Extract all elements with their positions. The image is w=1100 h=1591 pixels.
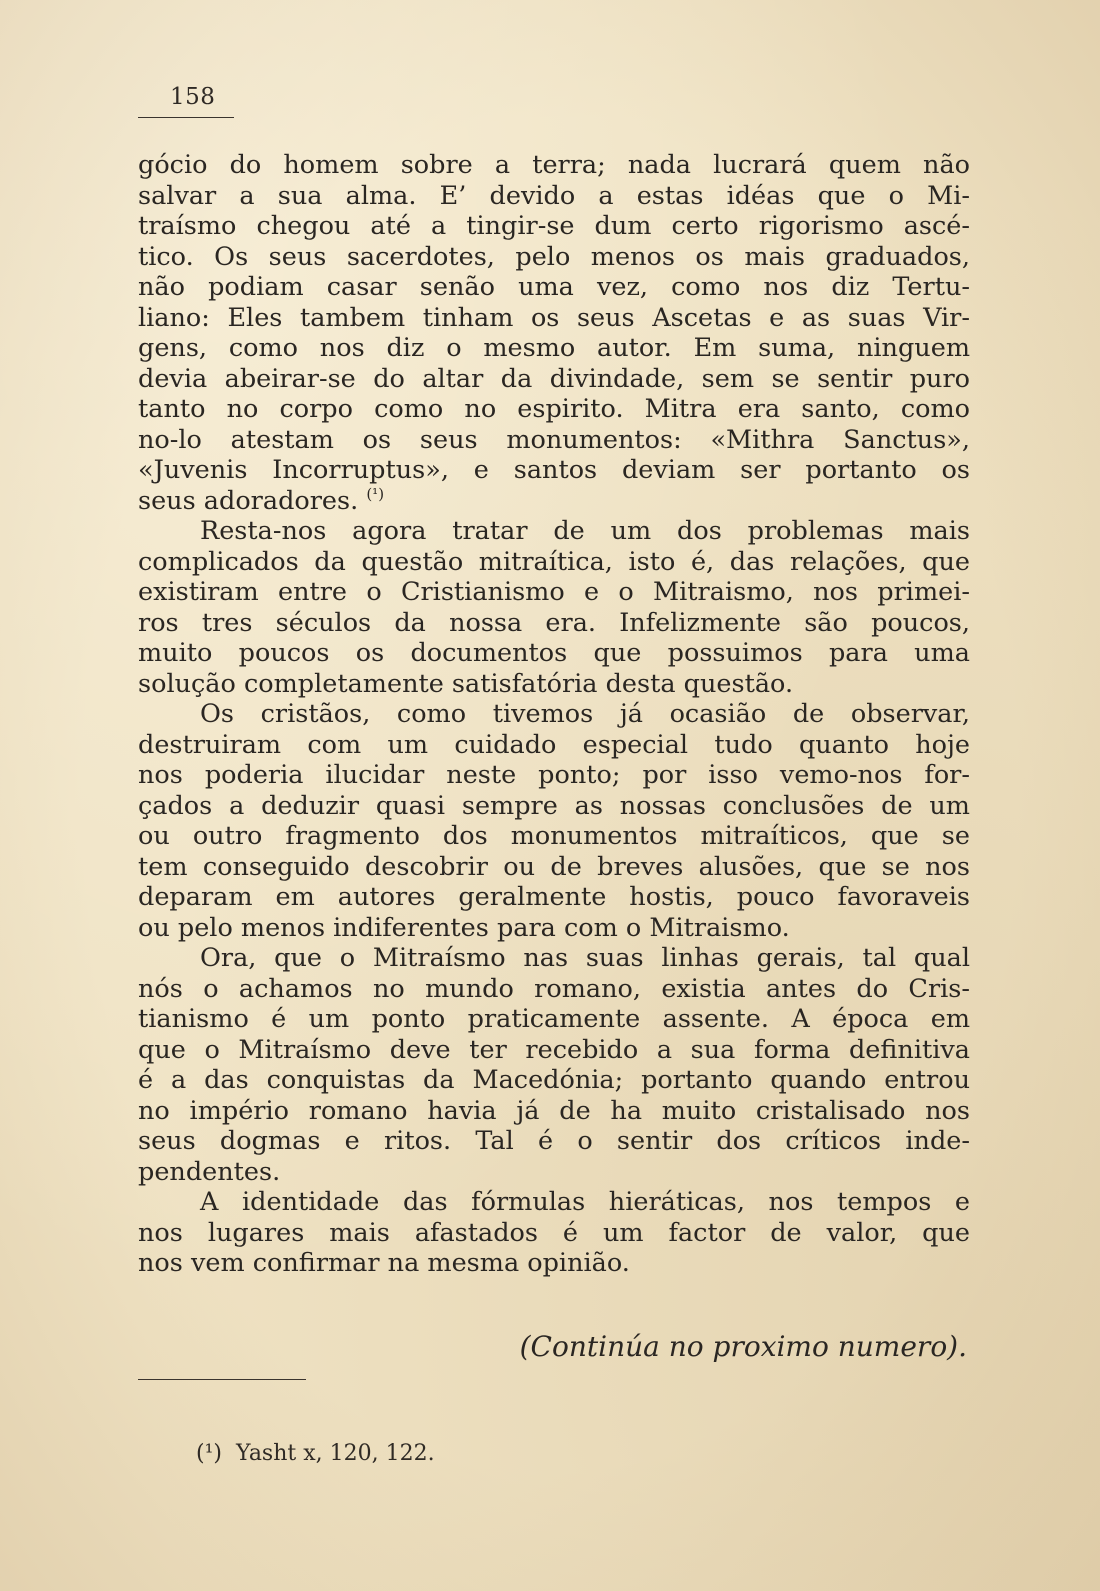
page-number: 158 [170,84,216,110]
text-line: nós o achamos no mundo romano, existia antes do Cris- [138,973,970,1004]
text-line: salvar a sua alma. E’ devido a estas idéas que o Mi- [138,180,970,211]
text-line: ou outro fragmento dos monumentos mitraíticos, que se [138,821,970,851]
text-line: seus dogmas e ritos. Tal é o sentir dos críticos inde- [138,1126,970,1156]
text-line: muito poucos os documentos que possuimos para uma [138,638,970,668]
text-line: nos poderia ilucidar neste ponto; por isso vemo-nos for- [138,760,970,790]
text-line: existiram entre o Cristianismo e o Mitraismo, nos primei- [138,577,970,607]
text-line: «Juvenis Incorruptus», e santos deviam ser portanto os [138,455,970,485]
header-rule [138,117,234,118]
text-line: tico. Os seus sacerdotes, pelo menos os mais graduados, [138,241,970,272]
text-line: não podiam casar senão uma vez, como nos diz Tertu- [138,272,970,302]
text-line: liano: Eles tambem tinham os seus Ascetas e as suas Vir- [138,302,970,333]
footnote-reference[interactable]: (¹) [366,484,385,503]
text-line: seus adoradores. [138,485,359,516]
text-line: solução completamente satisfatória desta questão. [138,668,794,699]
text-line: Ora, que o Mitraísmo nas suas linhas gerais, tal qual [200,943,970,973]
text-line: no-lo atestam os seus monumentos: «Mithra Sanctus», [138,424,970,455]
footnote-rule [138,1379,306,1380]
text-line: devia abeirar-se do altar da divindade, sem se sentir puro [138,363,970,394]
text-line: tem conseguido descobrir ou de breves alusões, que se nos [138,851,970,882]
text-line: complicados da questão mitraítica, isto é, das relações, que [138,546,970,577]
text-line: Os cristãos, como tivemos já ocasião de observar, [200,699,970,729]
footnote-marker: (¹) [196,1441,222,1466]
footnote-text: Yasht x, 120, 122. [236,1441,435,1466]
text-line: que o Mitraísmo deve ter recebido a sua forma definitiva [138,1034,970,1065]
text-line: é a das conquistas da Macedónia; portanto quando entrou [138,1065,970,1095]
text-line: nos vem confirmar na mesma opinião. [138,1248,630,1278]
text-line: pendentes. [138,1156,281,1187]
text-line: no império romano havia já de ha muito cristalisado nos [138,1095,970,1126]
text-line: A identidade das fórmulas hieráticas, nos tempos e [200,1187,970,1217]
text-line: gens, como nos diz o mesmo autor. Em suma, ninguem [138,333,970,363]
text-line: destruiram com um cuidado especial tudo quanto hoje [138,729,970,760]
text-line: gócio do homem sobre a terra; nada lucrará quem não [138,150,970,180]
text-line: ou pelo menos indiferentes para com o Mitraismo. [138,912,790,943]
text-line: deparam em autores geralmente hostis, pouco favoraveis [138,882,970,912]
text-line: tianismo é um ponto praticamente assente. A época em [138,1004,970,1034]
text-line: traísmo chegou até a tingir-se dum certo rigorismo ascé- [138,211,970,241]
text-line: çados a deduzir quasi sempre as nossas conclusões de um [138,790,970,821]
text-line-with-footnote-ref [138,486,970,517]
text-line: nos lugares mais afastados é um factor de valor, que [138,1217,970,1248]
text-line: tanto no corpo como no espirito. Mitra era santo, como [138,394,970,424]
text-line: Resta-nos agora tratar de um dos problemas mais [200,516,970,546]
body-text [138,150,970,1279]
footnote [196,1441,435,1466]
continued-note: (Continúa no proximo numero). [519,1330,967,1363]
text-line: ros tres séculos da nossa era. Infelizmente são poucos, [138,607,970,638]
